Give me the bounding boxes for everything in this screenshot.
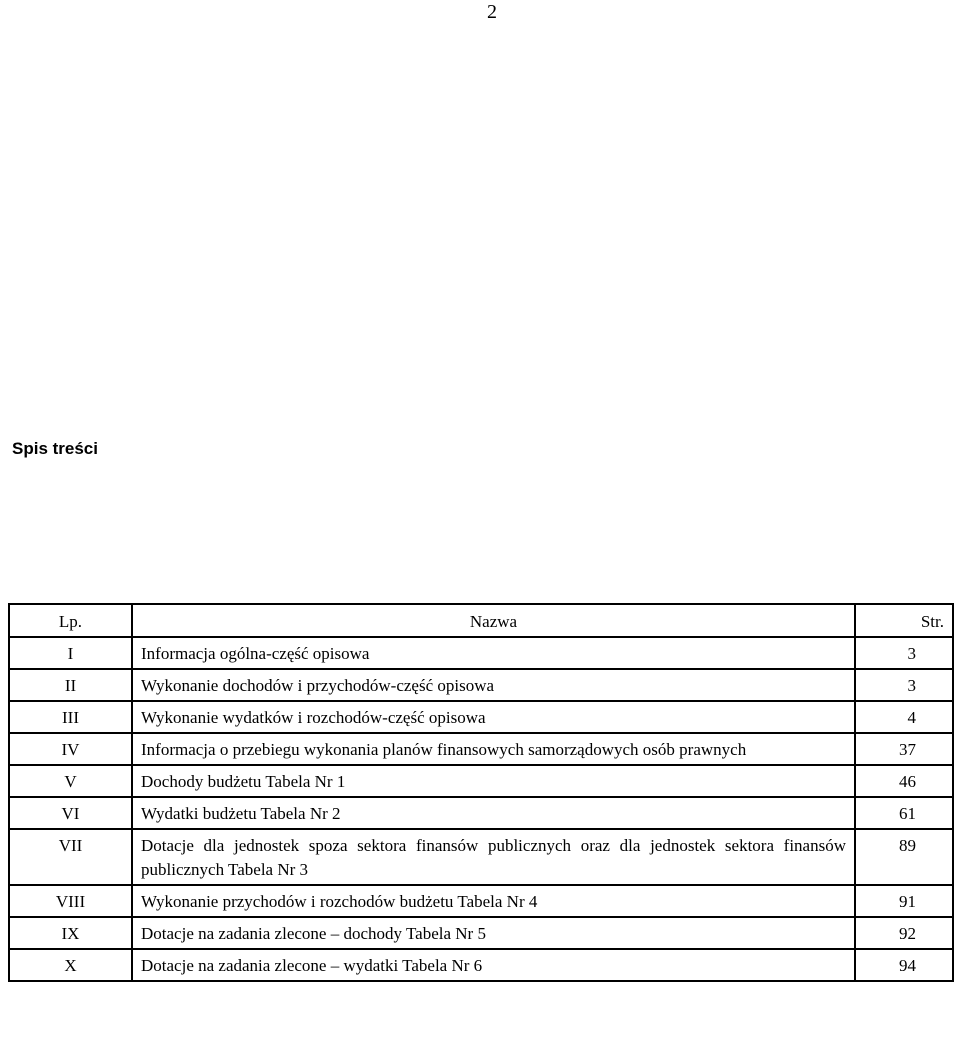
- row-page: 61: [855, 797, 953, 829]
- table-row: [9, 885, 953, 917]
- row-lp: X: [9, 949, 132, 981]
- row-page: 46: [855, 765, 953, 797]
- table-row: [9, 733, 953, 765]
- toc-heading: Spis treści: [12, 439, 98, 458]
- row-lp: VII: [9, 829, 132, 885]
- row-name: Dotacje na zadania zlecone – dochody Tabela Nr 5: [132, 917, 855, 949]
- table-row: [9, 701, 953, 733]
- row-page: 3: [855, 637, 953, 669]
- row-name: Informacja o przebiegu wykonania planów finansowych samorządowych osób prawnych: [132, 733, 855, 765]
- row-lp: I: [9, 637, 132, 669]
- row-name: Wykonanie dochodów i przychodów-część opisowa: [132, 669, 855, 701]
- table-row: [9, 949, 953, 981]
- row-page: 37: [855, 733, 953, 765]
- header-name: Nazwa: [132, 604, 855, 637]
- table-row: [9, 637, 953, 669]
- row-lp: III: [9, 701, 132, 733]
- row-page: 94: [855, 949, 953, 981]
- table-row: [9, 797, 953, 829]
- row-lp: VI: [9, 797, 132, 829]
- row-page: 89: [855, 829, 953, 885]
- table-row: [9, 829, 953, 885]
- row-lp: IV: [9, 733, 132, 765]
- header-page: Str.: [855, 604, 953, 637]
- row-name: Informacja ogólna-część opisowa: [132, 637, 855, 669]
- table-row: [9, 917, 953, 949]
- page-number: 2: [487, 1, 497, 23]
- row-page: 92: [855, 917, 953, 949]
- row-lp: VIII: [9, 885, 132, 917]
- row-page: 3: [855, 669, 953, 701]
- row-name: Dotacje dla jednostek spoza sektora finansów publicznych oraz dla jednostek sektora finansów publicznych Tabela Nr 3: [132, 829, 855, 885]
- row-lp: V: [9, 765, 132, 797]
- table-row: [9, 765, 953, 797]
- row-lp: IX: [9, 917, 132, 949]
- row-page: 4: [855, 701, 953, 733]
- row-name: Wydatki budżetu Tabela Nr 2: [132, 797, 855, 829]
- row-lp: II: [9, 669, 132, 701]
- row-name: Wykonanie wydatków i rozchodów-część opisowa: [132, 701, 855, 733]
- toc-header-row: [9, 604, 953, 637]
- toc-table: [8, 603, 954, 982]
- row-name: Wykonanie przychodów i rozchodów budżetu Tabela Nr 4: [132, 885, 855, 917]
- row-page: 91: [855, 885, 953, 917]
- row-name: Dotacje na zadania zlecone – wydatki Tabela Nr 6: [132, 949, 855, 981]
- header-lp: Lp.: [9, 604, 132, 637]
- row-name: Dochody budżetu Tabela Nr 1: [132, 765, 855, 797]
- table-row: [9, 669, 953, 701]
